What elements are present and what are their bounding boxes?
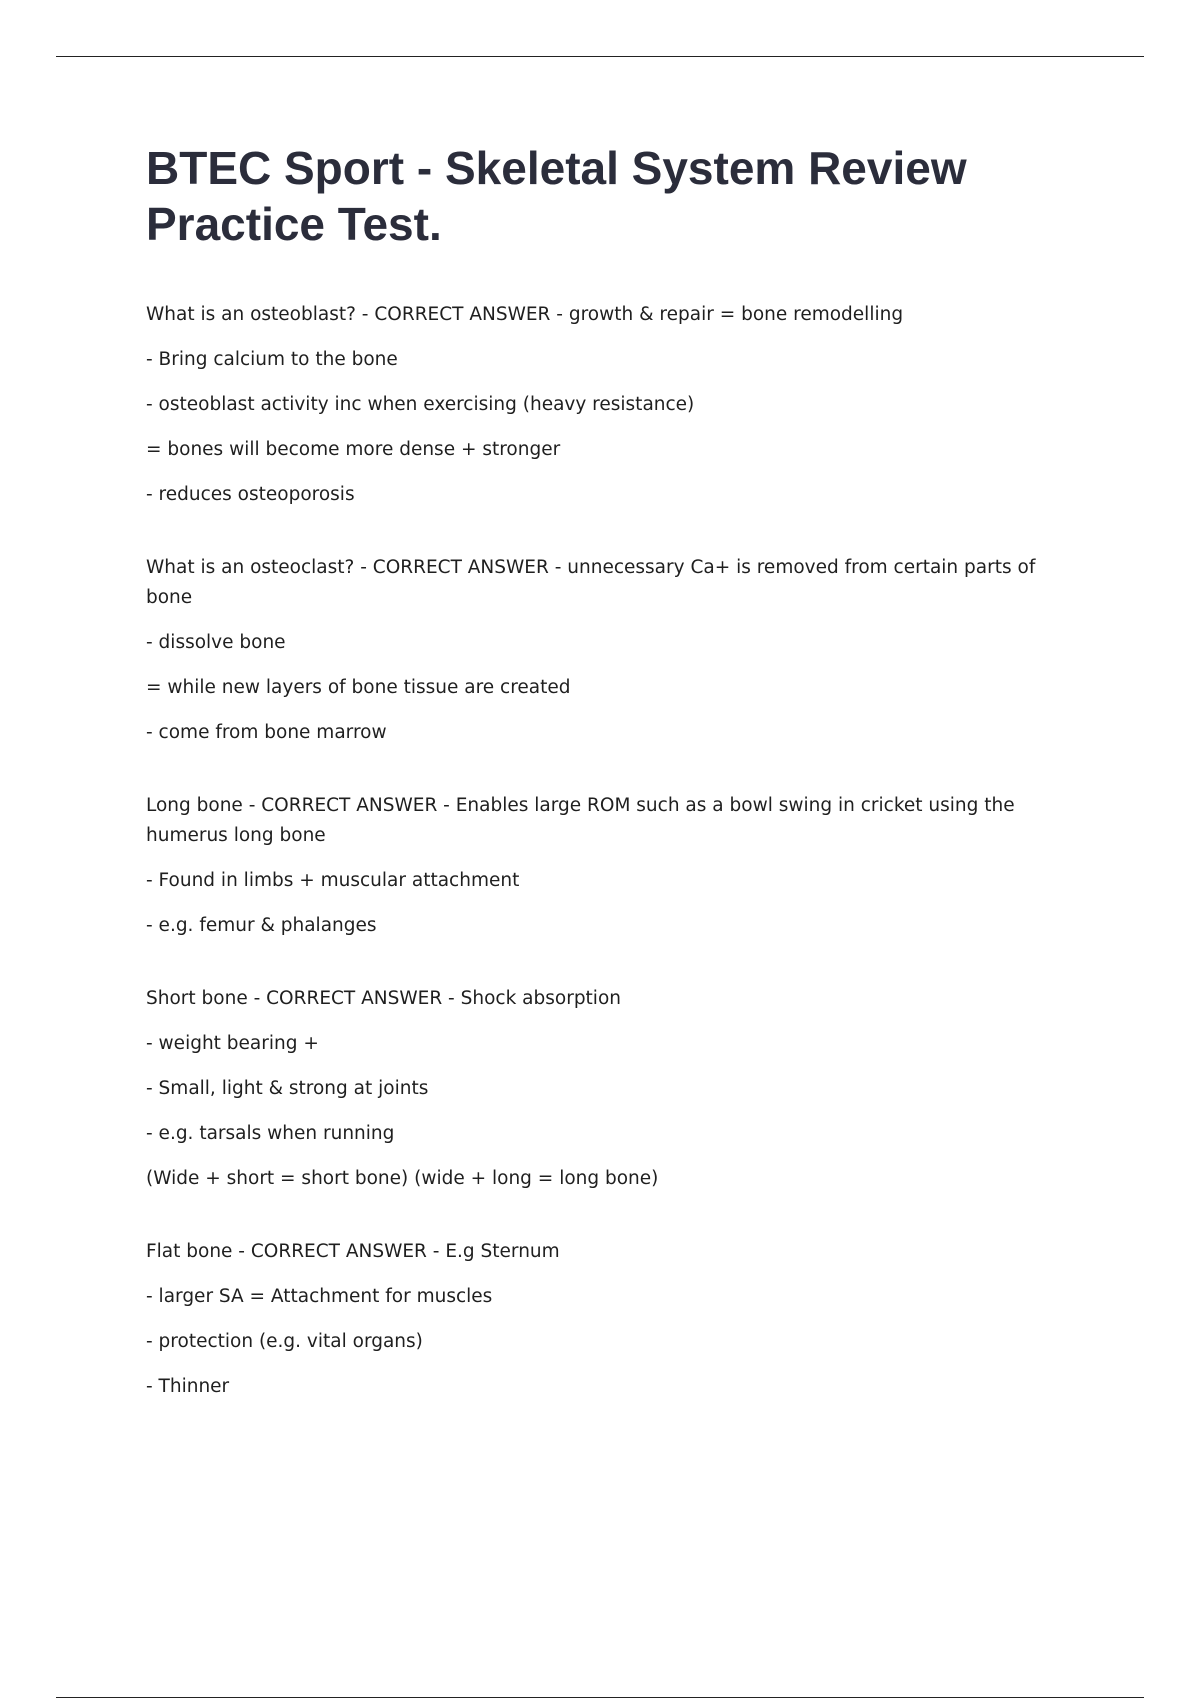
document-title: BTEC Sport - Skeletal System Review Practice Test. <box>146 142 967 250</box>
qa-answer-line: - weight bearing + <box>146 1033 319 1054</box>
qa-answer-line: (Wide + short = short bone) (wide + long = long bone) <box>146 1168 659 1189</box>
qa-list <box>146 300 1076 1402</box>
qa-answer-line: - Found in limbs + muscular attachment <box>146 870 520 891</box>
qa-answer-line: - reduces osteoporosis <box>146 484 355 505</box>
qa-answer-line: - protection (e.g. vital organs) <box>146 1331 423 1352</box>
qa-question-line: What is an osteoclast? - CORRECT ANSWER - unnecessary Ca+ is removed from certain parts of bone <box>146 557 1036 608</box>
qa-answer-line: - Bring calcium to the bone <box>146 349 398 370</box>
qa-question-line: What is an osteoblast? - CORRECT ANSWER - growth & repair = bone remodelling <box>146 304 904 325</box>
qa-flat-bone <box>146 1237 1076 1402</box>
qa-osteoblast <box>146 300 1076 510</box>
qa-answer-line: - come from bone marrow <box>146 722 387 743</box>
qa-answer-line: - Thinner <box>146 1376 230 1397</box>
qa-question-line: Flat bone - CORRECT ANSWER - E.g Sternum <box>146 1241 560 1262</box>
qa-osteoclast <box>146 553 1076 748</box>
qa-answer-line: - e.g. femur & phalanges <box>146 915 377 936</box>
qa-answer-line: - dissolve bone <box>146 632 286 653</box>
qa-answer-line: = bones will become more dense + stronger <box>146 439 561 460</box>
bottom-divider <box>56 1697 1144 1698</box>
qa-answer-line: - Small, light & strong at joints <box>146 1078 429 1099</box>
qa-answer-line: - e.g. tarsals when running <box>146 1123 395 1144</box>
qa-answer-line: = while new layers of bone tissue are created <box>146 677 571 698</box>
qa-question-line: Long bone - CORRECT ANSWER - Enables large ROM such as a bowl swing in cricket using the humerus long bone <box>146 795 1015 846</box>
document-body <box>146 140 1076 1445</box>
top-divider <box>56 56 1144 57</box>
qa-answer-line: - larger SA = Attachment for muscles <box>146 1286 493 1307</box>
qa-answer-line: - osteoblast activity inc when exercising (heavy resistance) <box>146 394 695 415</box>
qa-question-line: Short bone - CORRECT ANSWER - Shock absorption <box>146 988 621 1009</box>
qa-short-bone <box>146 984 1076 1194</box>
qa-long-bone <box>146 791 1076 941</box>
